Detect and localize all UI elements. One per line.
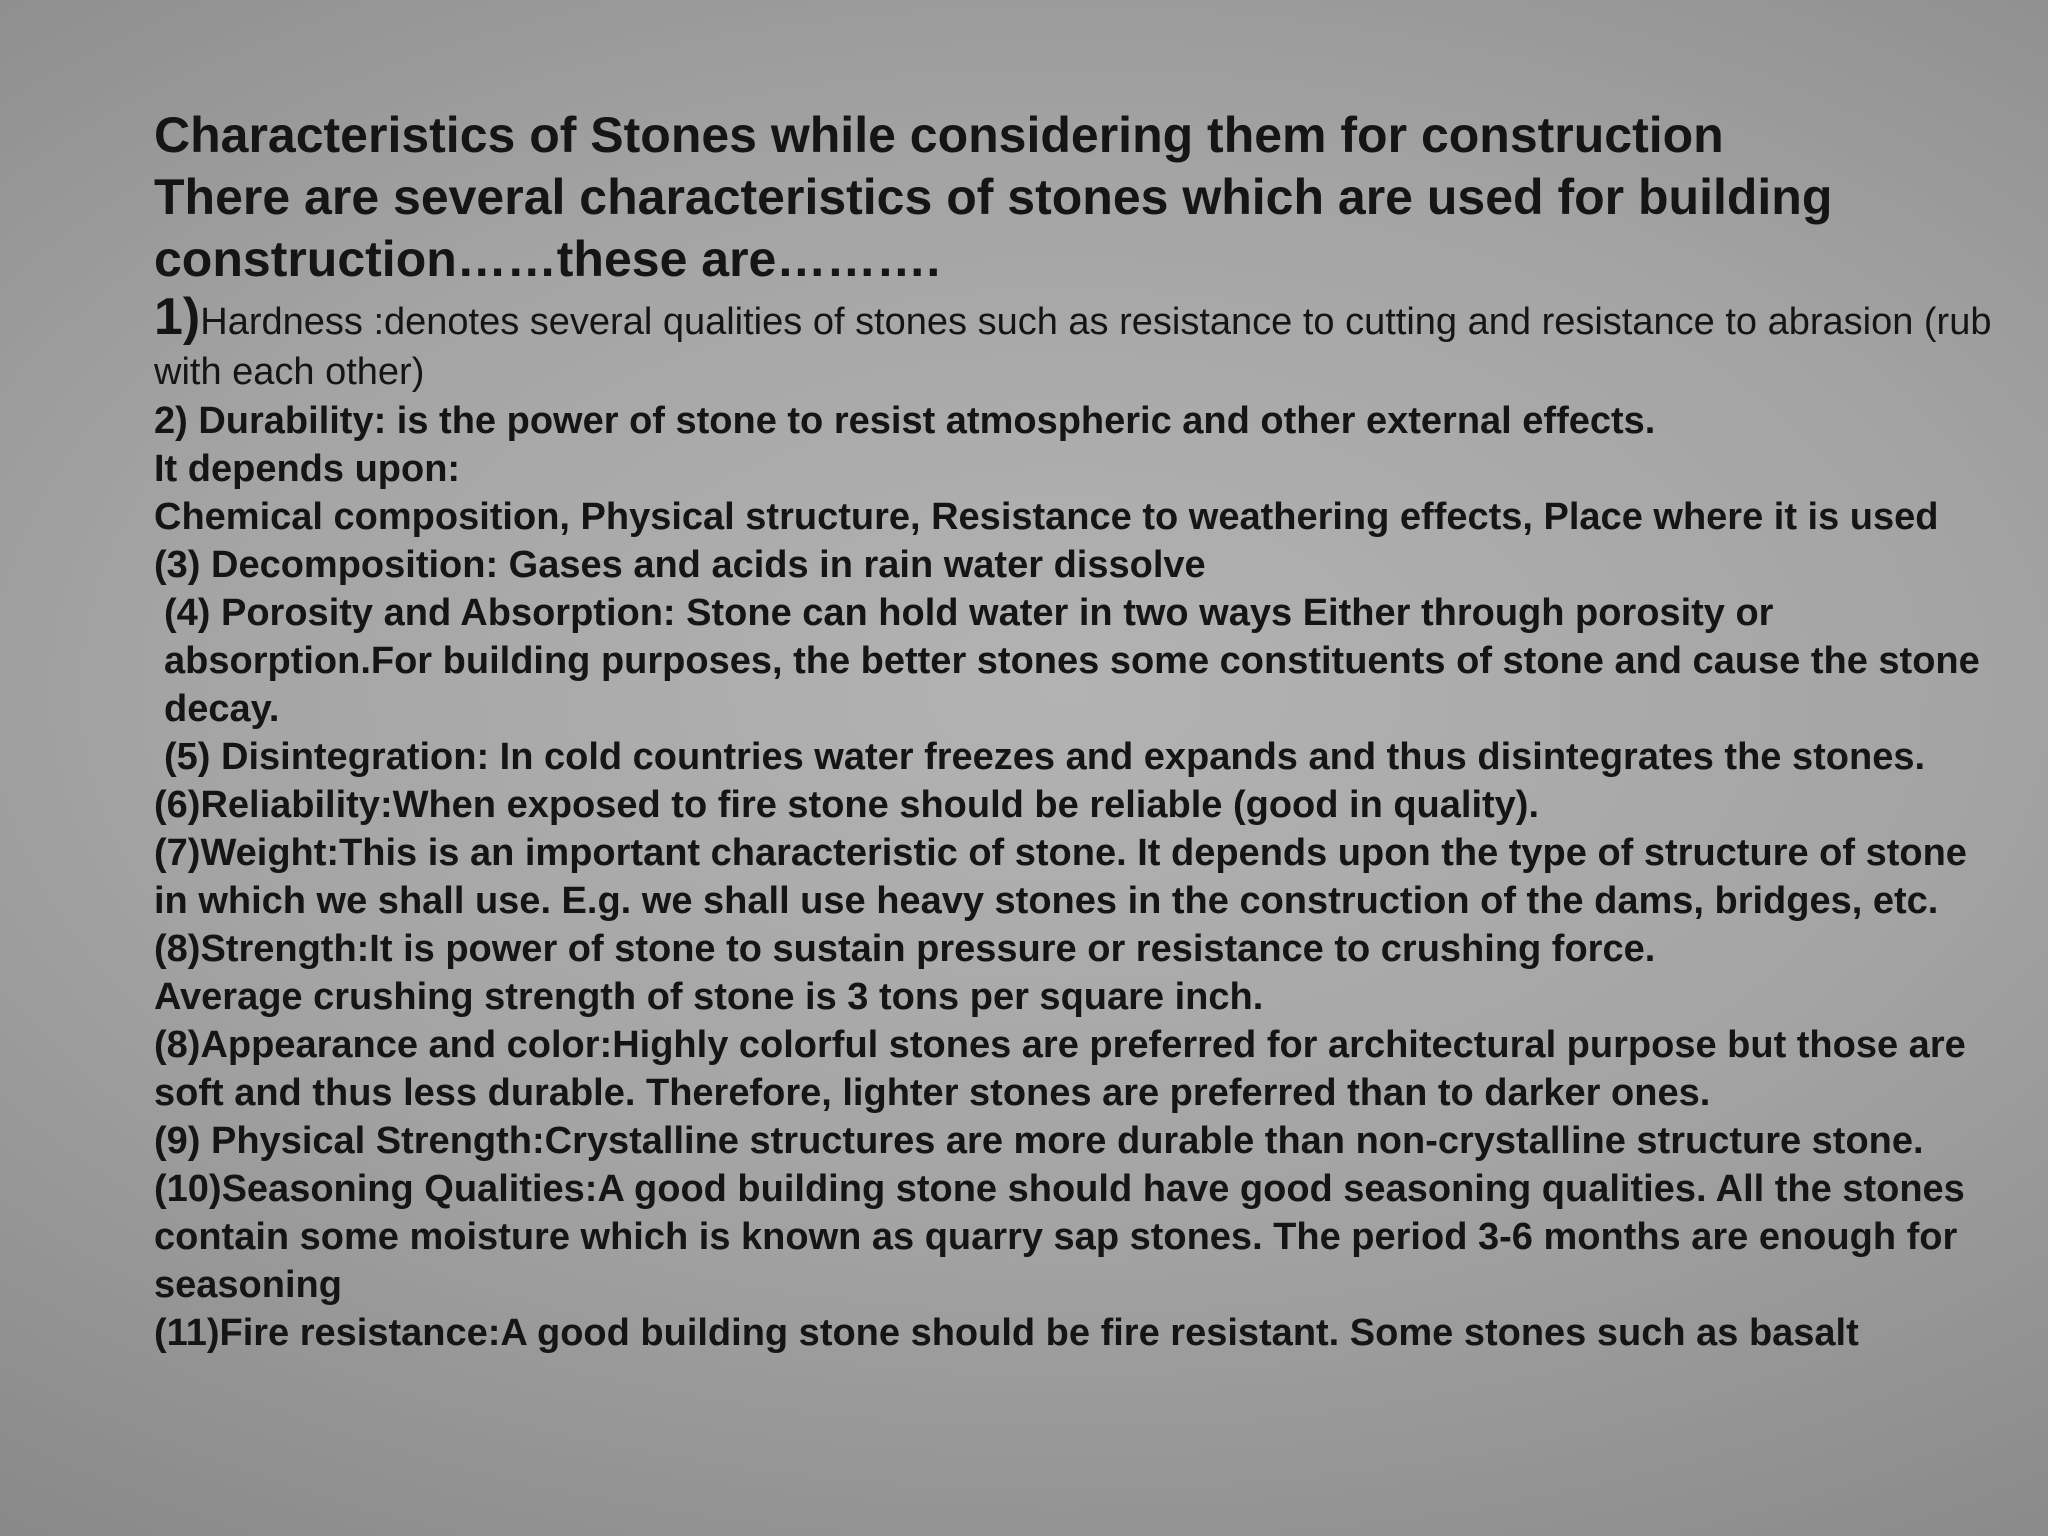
item-seasoning: (10)Seasoning Qualities:A good building stone should have good seasoning qualities. All the stones contain some moisture which is known as quarry sap stones. The period 3-6 months are enough for seasoning — [154, 1168, 1965, 1306]
intro-line-2: construction……these are………. — [154, 231, 941, 287]
slide-body — [154, 288, 2006, 1357]
item-number: 1) — [154, 288, 201, 346]
item-average: Average crushing strength of stone is 3 tons per square inch. — [154, 976, 1264, 1018]
item-fire-resistance: (11)Fire resistance:A good building stone should be fire resistant. Some stones such as basalt — [154, 1312, 1859, 1354]
item-disintegration: (5) Disintegration: In cold countries water freezes and expands and thus disintegrates the stones. — [164, 736, 1926, 778]
item-physical-strength: (9) Physical Strength:Crystalline structures are more durable than non-crystalline structure stone. — [154, 1120, 1924, 1162]
slide-title: Characteristics of Stones while considering them for construction — [154, 107, 1724, 163]
item-depends: It depends upon: — [154, 448, 461, 490]
item-durability: 2) Durability: is the power of stone to resist atmospheric and other external effects. — [154, 400, 1656, 442]
item-weight: (7)Weight:This is an important characteristic of stone. It depends upon the type of structure of stone in which we shall use. E.g. we shall use heavy stones in the construction of the dams, bridges, etc. — [154, 832, 1967, 922]
item-strength: (8)Strength:It is power of stone to sustain pressure or resistance to crushing force. — [154, 928, 1656, 970]
item-hardness-text: Hardness :denotes several qualities of stones such as resistance to cutting and resistance to abrasion (rub with each other) — [154, 301, 1992, 393]
item-hardness — [154, 288, 2006, 397]
item-depends-list: Chemical composition, Physical structure, Resistance to weathering effects, Place where it is used — [154, 496, 1939, 538]
item-reliability: (6)Reliability:When exposed to fire stone should be reliable (good in quality). — [154, 784, 1540, 826]
intro-line-1: There are several characteristics of stones which are used for building — [154, 169, 1833, 225]
item-appearance: (8)Appearance and color:Highly colorful stones are preferred for architectural purpose but those are soft and thus less durable. Therefore, lighter stones are preferred than to darker ones. — [154, 1024, 1966, 1114]
item-decomposition: (3) Decomposition: Gases and acids in rain water dissolve — [154, 544, 1206, 586]
item-porosity: (4) Porosity and Absorption: Stone can hold water in two ways Either through porosity or absorption.For building purposes, the better stones some constituents of stone and cause the stone decay. — [164, 592, 1980, 730]
slide-heading — [154, 104, 1994, 290]
